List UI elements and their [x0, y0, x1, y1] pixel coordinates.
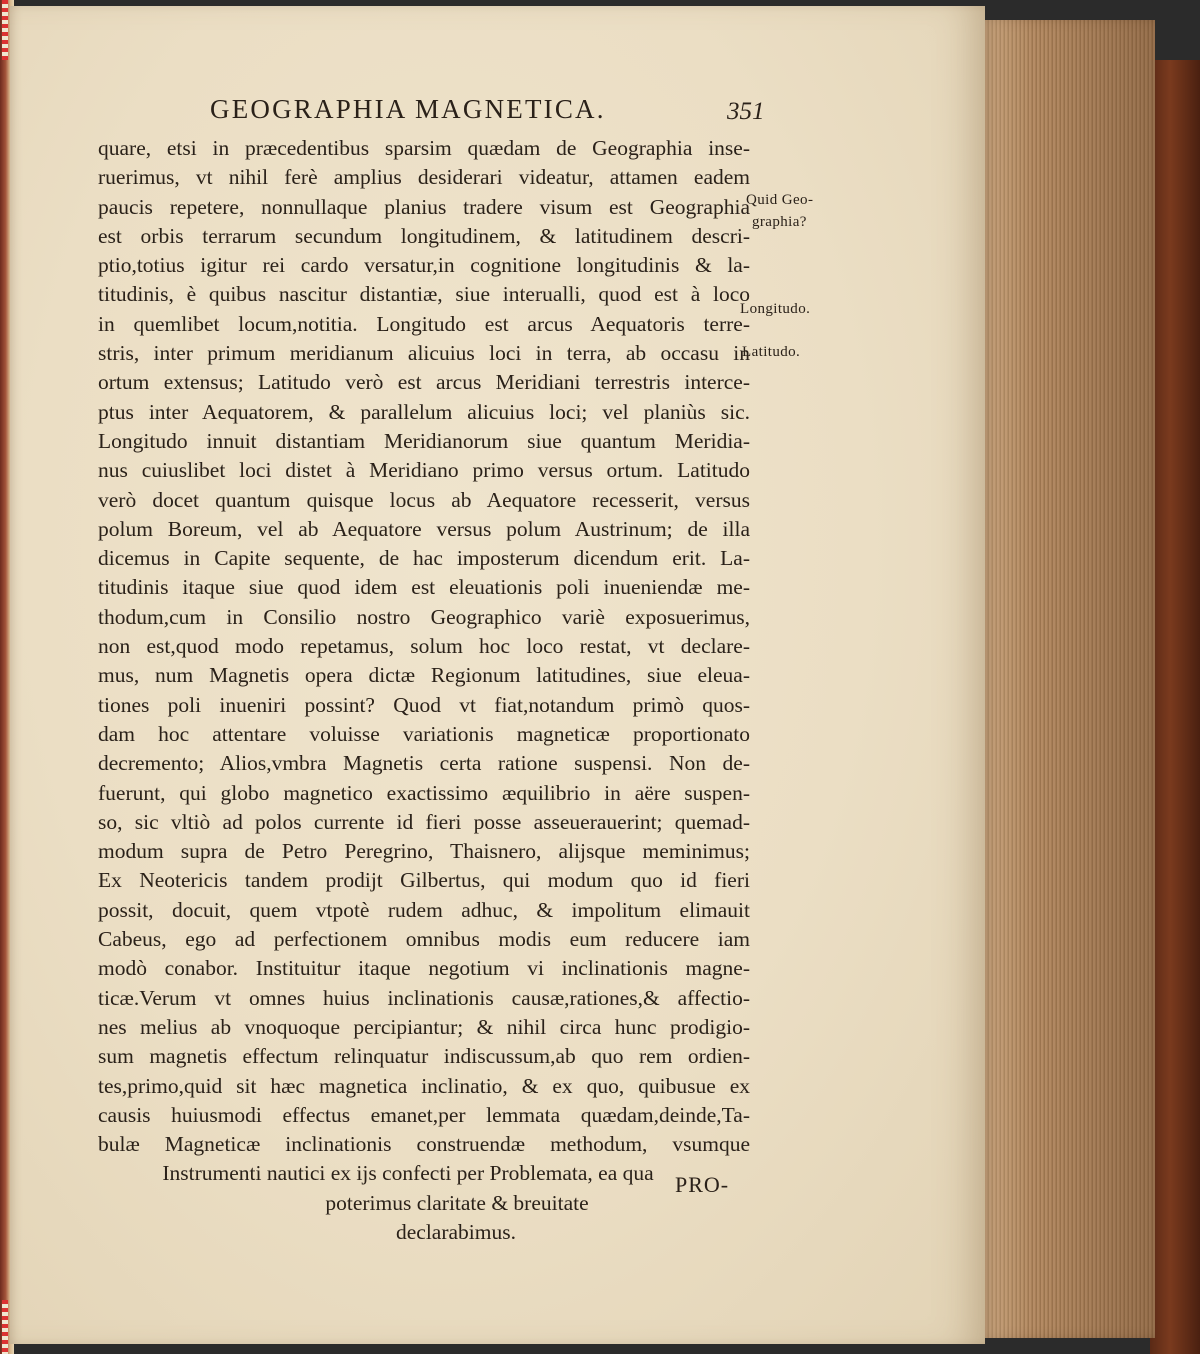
body-text [98, 134, 750, 1247]
page-number: 351 [727, 98, 765, 125]
text-line: nes melius ab vnoquoque percipiantur; & nihil circa hunc prodigio- [98, 1014, 750, 1039]
text-line: sum magnetis effectum relinquatur indiscussum,ab quo rem ordien- [98, 1044, 750, 1069]
text-line: mus, num Magnetis opera dictæ Regionum latitudines, siue eleua- [98, 663, 750, 688]
text-line: ruerimus, vt nihil ferè amplius desiderari videatur, attamen eadem [98, 165, 750, 190]
text-line: ptio,totius igitur rei cardo versatur,in cognitione longitudinis & la- [98, 253, 750, 278]
margin-note-longitudo: Longitudo. [740, 301, 811, 317]
text-line: modò conabor. Instituitur itaque negotium vi inclinationis magne- [98, 956, 750, 981]
text-line: verò docet quantum quisque locus ab Aequatore recesserit, versus [98, 487, 750, 512]
margin-note-geographia: Quid Geo- [746, 192, 814, 208]
closing-line: Instrumenti nautici ex ijs confecti per Problemata, ea qua [162, 1161, 654, 1186]
back-cover [1150, 60, 1200, 1354]
text-line: polum Boreum, vel ab Aequatore versus polum Austrinum; de illa [98, 516, 750, 541]
text-line: non est,quod modo repetamus, solum hoc loco restat, vt declare- [98, 634, 750, 659]
text-line: ticæ.Verum vt omnes huius inclinationis causæ,rationes,& affectio- [98, 985, 750, 1010]
text-line: fuerunt, qui globo magnetico exactissimo æquilibrio in aëre suspen- [98, 780, 750, 805]
margin-note-geographia-2: graphia? [752, 214, 807, 230]
text-line: est orbis terrarum secundum longitudinem, & latitudinem descri- [98, 223, 750, 248]
text-line: tiones poli inueniri possint? Quod vt fiat,notandum primò quos- [98, 692, 750, 717]
text-line: tes,primo,quid sit hæc magnetica inclinatio, & ex quo, quibusue ex [98, 1073, 750, 1098]
catchword: PRO- [675, 1172, 730, 1197]
text-line: modum supra de Petro Peregrino, Thaisnero, alijsque meminimus; [98, 839, 750, 864]
closing-line: declarabimus. [396, 1219, 516, 1244]
text-line: paucis repetere, nonnullaque planius tradere visum est Geographia [98, 194, 750, 219]
running-title: GEOGRAPHIA MAGNETICA. [210, 94, 606, 124]
text-line: nus cuiuslibet loci distet à Meridiano primo versus ortum. Latitudo [98, 458, 750, 483]
book-page [10, 6, 985, 1344]
margin-note-latitudo: Latitudo. [742, 344, 801, 360]
text-line: titudinis itaque siue quod idem est eleuationis poli inueniendæ me- [98, 575, 750, 600]
text-line: ptus inter Aequatorem, & parallelum alicuius loci; vel planiùs sic. [98, 399, 750, 424]
page-block-edge [980, 20, 1155, 1338]
closing-line: poterimus claritate & breuitate [325, 1190, 589, 1215]
text-line: dicemus in Capite sequente, de hac imposterum dicendum erit. La- [98, 546, 750, 571]
text-line: causis huiusmodi effectus emanet,per lemmata quædam,deinde,Ta- [98, 1102, 750, 1127]
text-line: dam hoc attentare voluisse variationis magneticæ proportionato [98, 721, 750, 746]
text-line: quare, etsi in præcedentibus sparsim quædam de Geographia inse- [98, 136, 750, 160]
text-line: possit, docuit, quem vtpotè rudem adhuc, & impolitum elimauit [98, 897, 750, 922]
text-line: titudinis, è quibus nascitur distantiæ, siue interualli, quod est à loco [98, 282, 750, 307]
text-line: bulæ Magneticæ inclinationis construendæ methodum, vsumque [98, 1132, 750, 1157]
text-line: stris, inter primum meridianum alicuius loci in terra, ab occasu in [98, 341, 750, 366]
text-line: Cabeus, ego ad perfectionem omnibus modis eum reducere iam [98, 927, 750, 952]
text-line: thodum,cum in Consilio nostro Geographico variè exposuerimus, [98, 604, 750, 629]
text-line: Longitudo innuit distantiam Meridianorum siue quantum Meridia- [98, 428, 750, 453]
text-line: decremento; Alios,vmbra Magnetis certa ratione suspensi. Non de- [98, 751, 750, 776]
text-line: so, sic vltiò ad polos currente id fieri posse asseuerauerint; quemad- [98, 809, 750, 834]
text-line: Ex Neotericis tandem prodijt Gilbertus, qui modum quo id fieri [98, 868, 750, 893]
text-line: in quemlibet locum,notitia. Longitudo est arcus Aequatoris terre- [98, 311, 750, 336]
text-line: ortum extensus; Latitudo verò est arcus Meridiani terrestris interce- [98, 370, 750, 395]
